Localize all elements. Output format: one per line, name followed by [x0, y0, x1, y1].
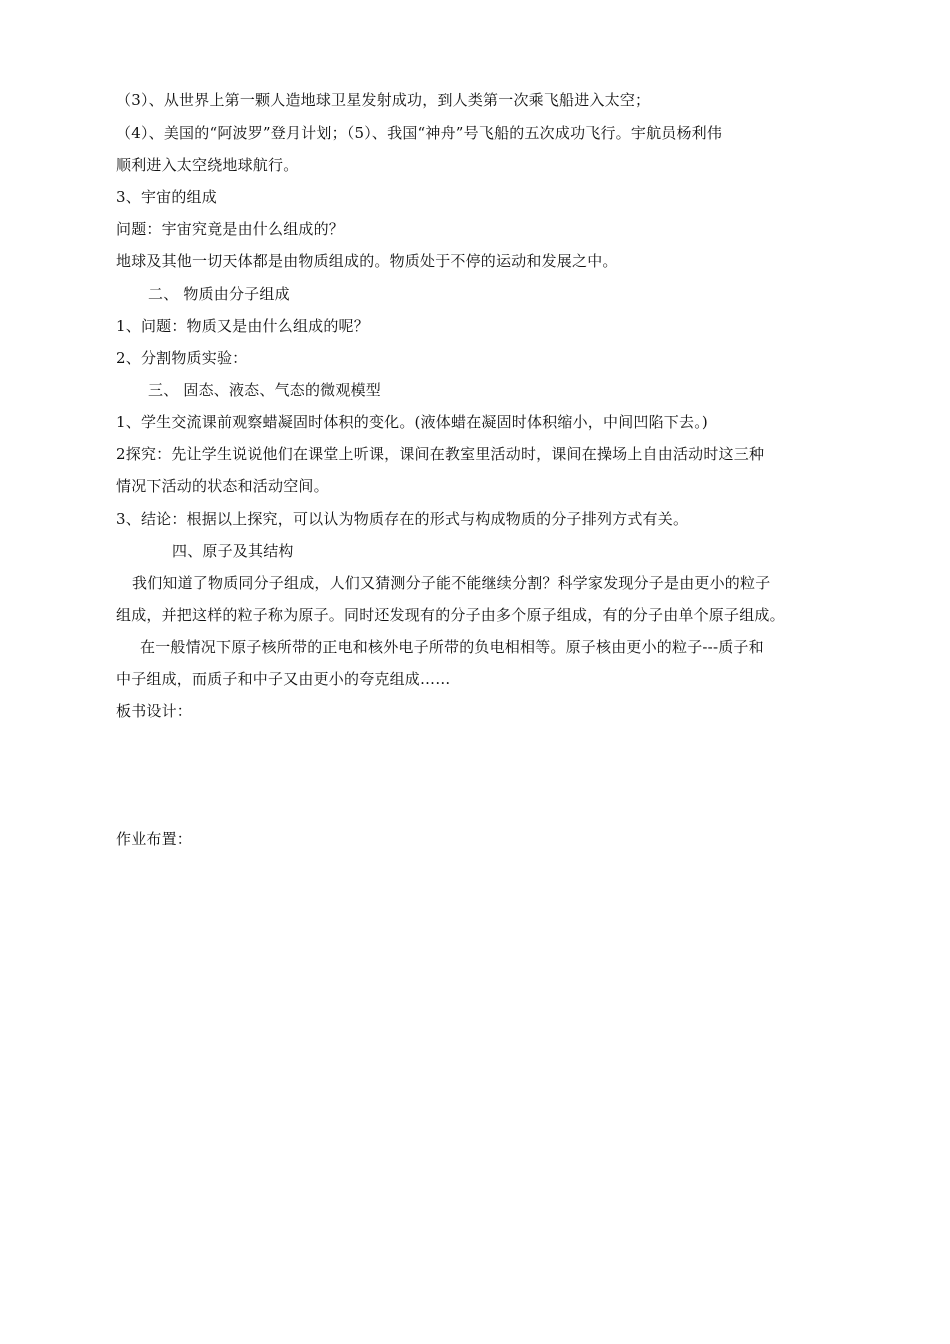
section-heading-3: 三、 固态、液态、气态的微观模型: [148, 381, 381, 399]
text-line-observation: 1、学生交流课前观察蜡凝固时体积的变化。(液体蜡在凝固时体积缩小，中间凹陷下去。): [116, 413, 708, 431]
text-line-paragraph-2b: 中子组成，而质子和中子又由更小的夸克组成……: [116, 670, 451, 688]
text-line-1: （3）、从世界上第一颗人造地球卫星发射成功，到人类第一次乘飞船进入太空；: [116, 91, 651, 109]
text-line-explore: 2探究：先让学生说说他们在课堂上听课，课间在教室里活动时，课间在操场上自由活动时这三种: [116, 445, 765, 463]
homework-label: 作业布置：: [116, 830, 193, 848]
text-line-question: 问题：宇宙究竟是由什么组成的？: [116, 220, 345, 238]
text-line-answer: 地球及其他一切天体都是由物质组成的。物质处于不停的运动和发展之中。: [116, 252, 618, 270]
text-line-question-2: 1、问题：物质又是由什么组成的呢？: [116, 317, 369, 335]
text-line-paragraph-1a: 我们知道了物质同分子组成，人们又猜测分子能不能继续分割？科学家发现分子是由更小的粒子: [132, 574, 771, 592]
text-line-experiment: 2、分割物质实验：: [116, 349, 248, 367]
text-line-2: （4）、美国的“阿波罗”登月计划；（5）、我国“神舟”号飞船的五次成功飞行。宇航员杨利伟: [116, 124, 723, 142]
text-line-explore-cont: 情况下活动的状态和活动空间。: [116, 477, 329, 495]
text-line-paragraph-2a: 在一般情况下原子核所带的正电和核外电子所带的负电相相等。原子核由更小的粒子---质子和: [140, 638, 764, 656]
section-heading-2: 二、 物质由分子组成: [148, 285, 290, 303]
text-line-paragraph-1b: 组成，并把这样的粒子称为原子。同时还发现有的分子由多个原子组成，有的分子由单个原子组成。: [116, 606, 785, 624]
text-line-conclusion: 3、结论：根据以上探究，可以认为物质存在的形式与构成物质的分子排列方式有关。: [116, 510, 689, 528]
section-heading-4: 四、原子及其结构: [172, 542, 294, 560]
text-line-3: 顺利进入太空绕地球航行。: [116, 156, 299, 174]
section-heading-universe-composition: 3、宇宙的组成: [116, 188, 217, 206]
blackboard-design-label: 板书设计：: [116, 702, 193, 720]
